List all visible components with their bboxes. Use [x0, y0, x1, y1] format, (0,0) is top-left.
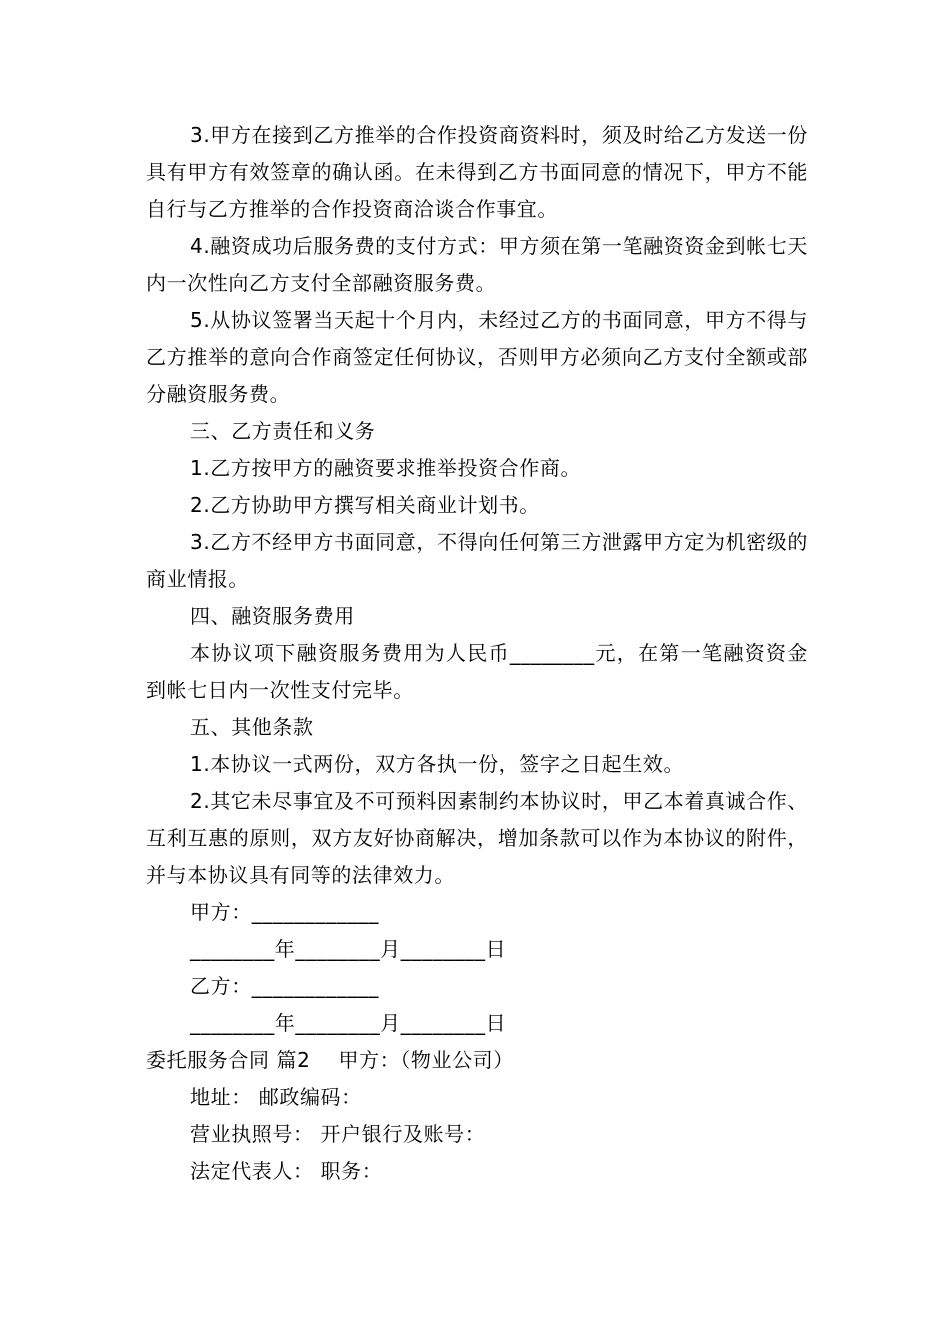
- section-heading-4: 四、融资服务费用: [190, 604, 355, 628]
- signature-party-b: 乙方：____________: [190, 974, 379, 998]
- clause-b-2: 2.乙方协助甲方撰写相关商业计划书。: [190, 493, 540, 517]
- section-heading-5: 五、其他条款: [190, 715, 314, 739]
- signature-date-a: ________年________月________日: [190, 937, 507, 961]
- clause-b-3: 3.乙方不经甲方书面同意，不得向任何第三方泄露甲方定为机密级的商业情报。: [146, 530, 808, 591]
- section-heading-3: 三、乙方责任和义务: [190, 419, 376, 443]
- section2-representative: 法定代表人： 职务：: [190, 1159, 383, 1183]
- clause-a-3: 3.甲方在接到乙方推举的合作投资商资料时，须及时给乙方发送一份具有甲方有效签章的确认函。在未得到乙方书面同意的情况下，甲方不能自行与乙方推举的合作投资商洽谈合作事宜。: [146, 123, 808, 221]
- section2-party-a: 甲方：（物业公司）: [338, 1048, 514, 1072]
- clause-b-1: 1.乙方按甲方的融资要求推举投资合作商。: [190, 456, 582, 480]
- signature-party-a: 甲方：____________: [190, 900, 379, 924]
- document-body: [146, 117, 808, 1190]
- section2-title: 委托服务合同 篇2: [146, 1048, 311, 1072]
- section2-title-line: [146, 1042, 808, 1079]
- section2-address: 地址： 邮政编码：: [190, 1085, 362, 1109]
- clause-a-5: 5.从协议签署当天起十个月内，未经过乙方的书面同意，甲方不得与乙方推举的意向合作商签定任何协议，否则甲方必须向乙方支付全额或部分融资服务费。: [146, 308, 808, 406]
- section2-license: 营业执照号： 开户银行及账号：: [190, 1122, 486, 1146]
- clause-a-4: 4.融资成功后服务费的支付方式：甲方须在第一笔融资资金到帐七天内一次性向乙方支付全部融资服务费。: [146, 234, 808, 295]
- clause-c-1: 1.本协议一式两份，双方各执一份，签字之日起生效。: [190, 752, 685, 776]
- fee-clause: 本协议项下融资服务费用为人民币________元，在第一笔融资资金到帐七日内一次性支付完毕。: [146, 641, 808, 702]
- clause-c-2: 2.其它未尽事宜及不可预料因素制约本协议时，甲乙本着真诚合作、互利互惠的原则，双方友好协商解决，增加条款可以作为本协议的附件，并与本协议具有同等的法律效力。: [146, 789, 808, 887]
- signature-date-b: ________年________月________日: [190, 1011, 507, 1035]
